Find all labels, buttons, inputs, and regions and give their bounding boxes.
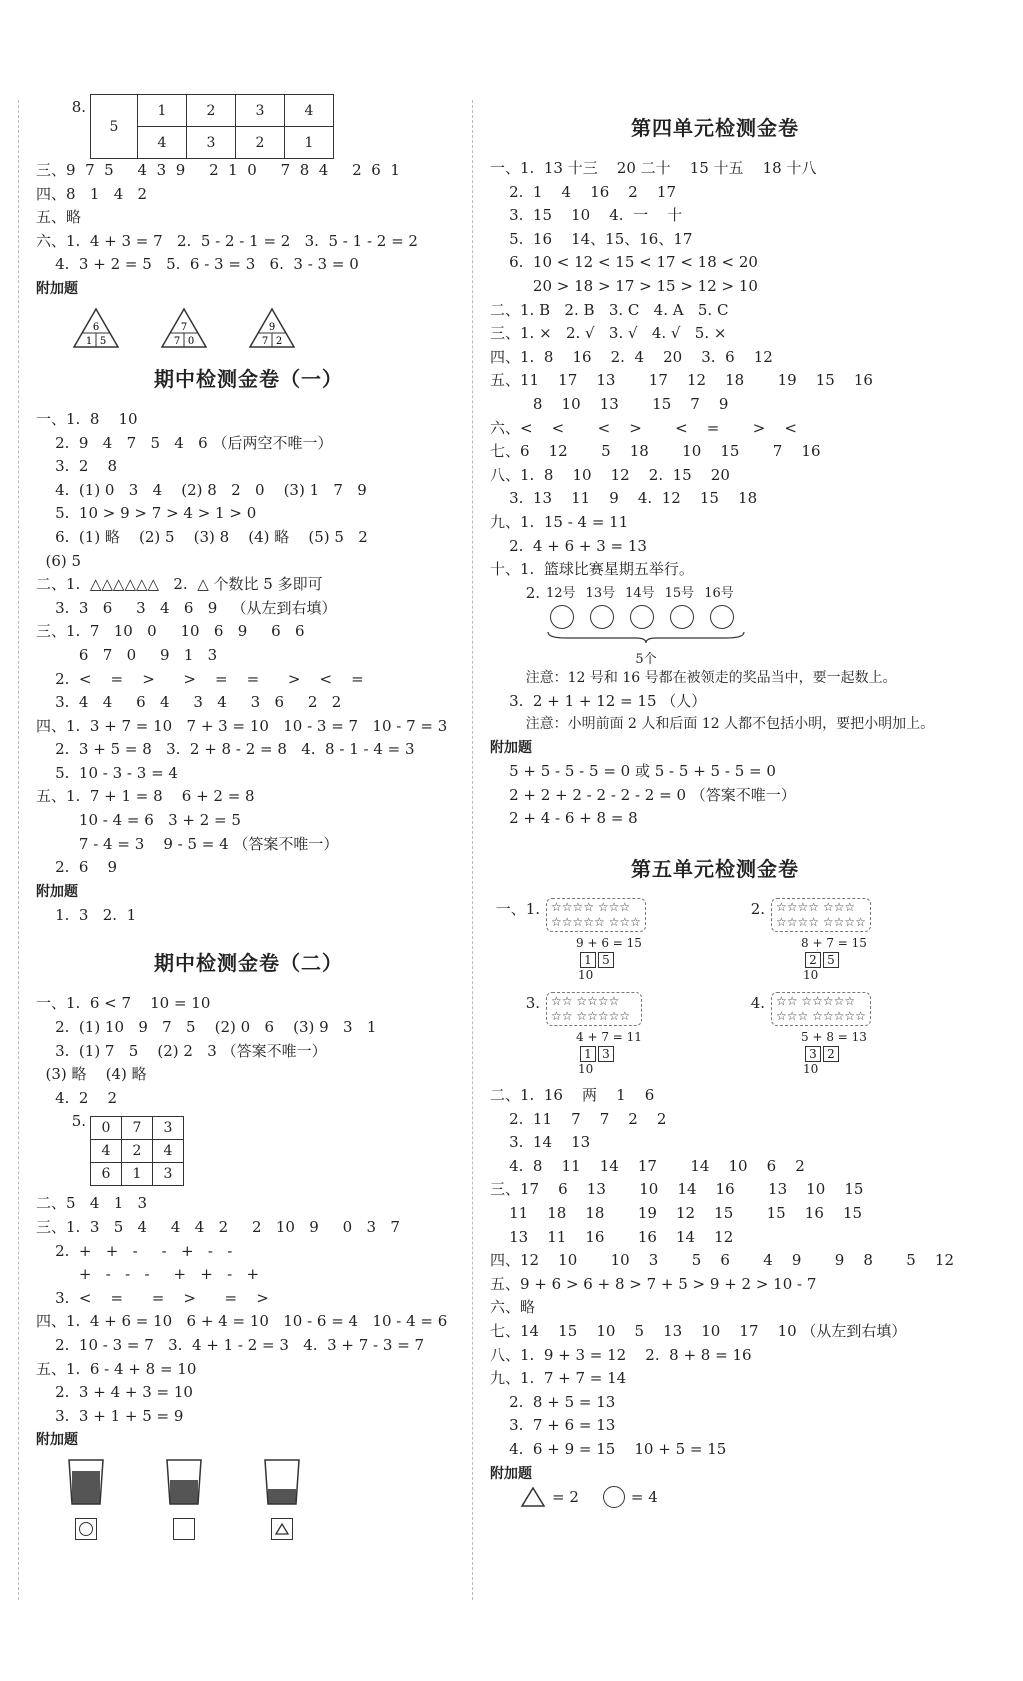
answer-line: 13 11 16 16 14 12 [490,1227,734,1246]
answer-line: 五、9 + 6 > 6 + 8 > 7 + 5 > 9 + 2 > 10 - 7 [490,1274,817,1293]
cup-answer [262,1456,302,1540]
mid1-answers [36,408,461,880]
q8-cell: 3 [187,127,236,159]
left-column [36,96,461,1540]
answer-line: 4. 3 + 2 = 5 5. 6 - 3 = 3 6. 3 - 3 = 0 [36,255,359,274]
note-text: 注意：12 号和 16 号都在被领走的奖品当中，要一起数上。 [490,669,897,686]
ten-label: 10 [803,1062,819,1077]
extra-heading: 附加题 [36,883,78,900]
answer-line: 三、9 7 5 4 3 9 2 1 0 7 8 4 2 6 1 [36,161,400,179]
answer-line: 一、1. 13 十三 20 二十 15 十五 18 十八 [490,159,817,177]
split-box: 2 [823,1046,839,1062]
q8-table [90,94,334,159]
answer-line: 3. 2 + 1 + 12 = 15 （人） [490,691,707,710]
q8-cell: 4 [285,95,334,127]
answer-line: 九、1. 7 + 7 = 14 [490,1369,627,1388]
split-box: 3 [598,1046,614,1062]
star-group [771,898,871,932]
answer-line: 2. 6 9 [36,858,118,877]
triangle-top: 6 [92,321,100,333]
extra-heading: 附加题 [490,1465,532,1482]
extra-heading: 附加题 [36,280,78,297]
equation: 5 + 8 = 13 [801,1030,867,1045]
answer-line: 2. 8 + 5 = 13 [490,1392,616,1411]
triangle-in-square-icon [271,1518,293,1540]
q5-cell: 3 [153,1117,184,1140]
triangle-value: = 2 [552,1487,579,1506]
star-problem [715,992,940,1076]
answer-line: 五、略 [36,208,82,227]
answer-line: 七、14 15 10 5 13 10 17 10 （从左到右填） [490,1322,907,1340]
star-row: ☆☆☆☆ ☆☆☆☆ [776,915,866,930]
q8-cell: 3 [236,95,285,127]
water-fill [72,1471,100,1504]
star-row: ☆☆ ☆☆☆☆☆ [551,1009,631,1024]
answer-line: 二、1. 16 两 1 6 [490,1086,655,1105]
q5-cell: 4 [91,1140,122,1163]
number-triangles [72,307,461,349]
answer-line: 3. 15 10 4. 一 十 [490,206,683,225]
answer-line: 十、1. 篮球比赛星期五举行。 [490,560,694,579]
split-box: 1 [580,952,596,968]
answer-line: 3. 3 6 3 4 6 9 （从左到右填） [36,598,337,617]
answer-line: 8 10 13 15 7 9 [490,394,729,413]
answer-line: 三、1. 3 5 4 4 4 2 2 10 9 0 3 7 [36,1218,400,1236]
number-triangle [248,307,296,349]
q5-cell: 4 [153,1140,184,1163]
q5-cell: 3 [153,1163,184,1186]
answer-line: 二、5 4 1 3 [36,1194,148,1213]
answer-line: 六、1. 4 + 3 = 7 2. 5 - 2 - 1 = 2 3. 5 - 1 - 2 = 2 [36,231,418,250]
answer-line: 2 + 2 + 2 - 2 - 2 - 2 = 0 （答案不唯一） [490,785,796,804]
answer-line: 7 - 4 = 3 9 - 5 = 4 （答案不唯一） [36,834,339,853]
answer-line: 2. 1 4 16 2 17 [490,182,677,201]
problem-number: 3. [525,994,540,1013]
answer-line: 二、1. B 2. B 3. C 4. A 5. C [490,300,729,319]
q8-label: 8. [71,98,86,116]
circle-icon [630,605,654,629]
answer-line: 四、1. 8 16 2. 4 20 3. 6 12 [490,347,773,366]
answer-line: 2 + 4 - 6 + 8 = 8 [490,809,638,828]
star-problems [490,898,940,1076]
answer-line: 五、1. 7 + 1 = 8 6 + 2 = 8 [36,787,255,806]
answer-line: 6. 10 < 12 < 15 < 17 < 18 < 20 [490,253,758,272]
split-boxes [805,952,871,968]
split-box: 1 [580,1046,596,1062]
water-fill [268,1489,296,1504]
circle-icon [590,605,614,629]
split-boxes [580,952,646,968]
star-problem [490,992,715,1076]
triangle-right: 5 [99,335,107,347]
answer-line: 3. 14 13 [490,1133,591,1152]
split-box: 3 [805,1046,821,1062]
answer-line: 20 > 18 > 17 > 15 > 12 > 10 [490,276,758,295]
note-text: 注意：小明前面 2 人和后面 12 人都不包括小明，要把小明加上。 [490,716,935,733]
answer-line: 2. < = > > = = > < = [36,669,364,688]
star-row: ☆☆ ☆☆☆☆☆ [776,994,856,1009]
answer-line: 3. 4 4 6 4 3 4 3 6 2 2 [36,693,342,712]
q8-cell: 2 [236,127,285,159]
extra-heading: 附加题 [490,740,532,757]
star-row: ☆☆ ☆☆☆☆ [551,994,620,1009]
answer-line: 五、1. 6 - 4 + 8 = 10 [36,1359,197,1378]
q8-cell: 1 [138,95,187,127]
brace-icon [546,630,746,644]
answer-line: 六、< < < > < = > < [490,418,797,437]
cup-icon [66,1456,106,1508]
equation: 4 + 7 = 11 [576,1030,642,1045]
answer-line: 四、8 1 4 2 [36,184,148,203]
answer-line: 三、1. × 2. √ 3. √ 4. √ 5. × [490,324,727,343]
number-triangle [72,307,120,349]
ten-label: 10 [578,1062,594,1077]
q5-cell: 6 [91,1163,122,1186]
day-label: 13号 [585,585,616,601]
number-triangle [160,307,208,349]
answer-line: 2. 9 4 7 5 4 6 （后两空不唯一） [36,433,333,452]
circle-icon [710,605,734,629]
answer-line: + - - - + + - + [36,1265,260,1284]
right-column [490,96,955,1508]
star-group [771,992,871,1026]
answer-line: 6 7 0 9 1 3 [36,645,218,664]
answer-line: 七、6 12 5 18 10 15 7 16 [490,442,821,461]
answer-line: 三、17 6 13 10 14 16 13 10 15 [490,1180,864,1199]
answer-line: 2. (1) 10 9 7 5 (2) 0 6 (3) 9 3 1 [36,1018,377,1037]
q8-cell: 2 [187,95,236,127]
mid2-answers-a [36,992,461,1110]
star-row: ☆☆☆☆☆ ☆☆☆ [551,915,641,930]
triangle-left: 7 [173,335,181,347]
answer-line: 2. 10 - 3 = 7 3. 4 + 1 - 2 = 3 4. 3 + 7 - 3 = 7 [36,1335,425,1354]
q10-2-label: 2. [525,583,540,602]
answer-line: 八、1. 8 10 12 2. 15 20 [490,465,730,484]
ten-label: 10 [803,968,819,983]
mid2-answers-b [36,1192,461,1428]
q10-2-block [490,582,940,667]
triangle-left: 1 [85,335,93,347]
split-box: 2 [805,952,821,968]
circle-in-square-icon [75,1518,97,1540]
q5-cell: 2 [122,1140,153,1163]
answer-line: 5. 10 > 9 > 7 > 4 > 1 > 0 [36,504,257,523]
answer-line: (3) 略 (4) 略 [36,1065,147,1084]
days-diagram [546,582,746,667]
circle-icon [670,605,694,629]
answer-line: 3. 13 11 9 4. 12 15 18 [490,489,758,508]
triangle-icon [520,1486,546,1508]
answer-line: 2. 11 7 7 2 2 [490,1109,667,1128]
answer-line: 11 18 18 19 12 15 15 16 15 [490,1204,863,1223]
answer-line: 一、1. 8 10 [36,409,138,428]
split-box: 5 [598,952,614,968]
answer-line: 4. (1) 0 3 4 (2) 8 2 0 (3) 1 7 9 [36,480,367,499]
q5-cell: 0 [91,1117,122,1140]
q5-table [90,1116,184,1186]
answer-line: 九、1. 15 - 4 = 11 [490,512,629,531]
answer-line: 2. 3 + 4 + 3 = 10 [36,1383,193,1402]
star-problem [490,898,715,982]
answer-line: 3. 3 + 1 + 5 = 9 [36,1406,184,1425]
answer-line: 三、1. 7 10 0 10 6 9 6 6 [36,622,305,641]
middle-dashed-rule [472,100,474,1600]
problem-number: 4. [750,994,765,1013]
answer-line: 四、12 10 10 3 5 6 4 9 9 8 5 12 [490,1251,955,1270]
triangle-right: 0 [187,335,195,347]
q5-cell: 1 [122,1163,153,1186]
section-title: 第四单元检测金卷 [631,116,799,140]
answer-line: 1. 3 2. 1 [36,905,137,924]
unit4-answers [490,157,940,582]
q8-cell: 4 [138,127,187,159]
star-problem [715,898,940,982]
section-title: 期中检测金卷（一） [154,366,343,391]
split-box: 5 [823,952,839,968]
answer-line: 4. 8 11 14 17 14 10 6 2 [490,1156,805,1175]
answer-line: 五、11 17 13 17 12 18 19 15 16 [490,371,873,390]
star-row: ☆☆☆☆ ☆☆☆ [776,900,856,915]
answer-line: 3. 2 8 [36,457,118,476]
cup-icon [164,1456,204,1508]
answer-line: 3. 7 + 6 = 13 [490,1416,616,1435]
star-row: ☆☆☆☆ ☆☆☆ [551,900,631,915]
answer-line: 3. (1) 7 5 (2) 2 3 （答案不唯一） [36,1041,327,1060]
water-fill [170,1480,198,1504]
square-icon [173,1518,195,1540]
answer-line: 2. + + - - + - - [36,1241,233,1260]
answer-line: 四、1. 4 + 6 = 10 6 + 4 = 10 10 - 6 = 4 10 - 4 = 6 [36,1312,448,1331]
unit4-extra [490,760,940,831]
left-dashed-rule [18,100,20,1600]
triangle-left: 7 [261,335,269,347]
q5-block [36,1110,461,1186]
answer-line: 10 - 4 = 6 3 + 2 = 5 [36,811,241,830]
cup-icon [262,1456,302,1508]
q8-cell: 1 [285,127,334,159]
section-title: 期中检测金卷（二） [154,951,343,976]
q8-block [36,96,461,159]
extra-heading: 附加题 [36,1432,78,1449]
answer-line: 3. < = = > = > [36,1288,269,1307]
day-label: 15号 [664,585,695,601]
problem-number: 2. [750,900,765,919]
answer-line: 二、1. △△△△△△ 2. △ 个数比 5 多即可 [36,575,323,594]
section-title: 第五单元检测金卷 [631,857,799,882]
problem-number: 一、1. [495,900,540,919]
ten-label: 10 [578,968,594,983]
count-label: 5个 [635,651,657,667]
triangle-top: 7 [180,321,188,333]
q5-label: 5. [71,1112,86,1131]
cup-answer [66,1456,106,1540]
circle-icon [603,1486,625,1508]
day-label: 16号 [704,585,734,601]
split-boxes [580,1046,642,1062]
answer-line: 四、1. 3 + 7 = 10 7 + 3 = 10 10 - 3 = 7 10 - 7 = 3 [36,716,448,735]
triangle-right: 2 [275,335,283,347]
answer-line: 4. 2 2 [36,1088,118,1107]
answer-line: (6) 5 [36,551,82,570]
triangle-top: 9 [268,321,276,333]
circle-value: = 4 [630,1487,658,1506]
day-label: 14号 [625,585,655,601]
answer-line: 一、1. 6 < 7 10 = 10 [36,994,211,1013]
answer-line: 2. 4 + 6 + 3 = 13 [490,536,647,555]
equation: 9 + 6 = 15 [576,936,642,951]
q8-left-cell: 5 [91,95,138,159]
answer-line: 5. 16 14、15、16、17 [490,229,693,248]
unit5-answers [490,1084,955,1462]
cup-answers [66,1456,461,1540]
answer-line: 5 + 5 - 5 - 5 = 0 或 5 - 5 + 5 - 5 = 0 [490,762,776,781]
star-group [546,898,646,932]
q5-cell: 7 [122,1117,153,1140]
answer-line: 2. 3 + 5 = 8 3. 2 + 8 - 2 = 8 4. 8 - 1 - 4 = 3 [36,740,415,759]
star-row: ☆☆☆ ☆☆☆☆☆ [776,1009,866,1024]
answer-line: 八、1. 9 + 3 = 12 2. 8 + 8 = 16 [490,1345,752,1364]
star-group [546,992,642,1026]
day-label: 12号 [546,585,576,601]
equation: 8 + 7 = 15 [801,936,867,951]
u5-extra-row [520,1486,940,1508]
circle-icon [550,605,574,629]
answer-line: 5. 10 - 3 - 3 = 4 [36,763,178,782]
answer-line: 六、略 [490,1298,536,1317]
split-boxes [805,1046,871,1062]
cup-answer [164,1456,204,1540]
answer-line: 6. (1) 略 (2) 5 (3) 8 (4) 略 (5) 5 2 [36,527,368,546]
answer-line: 4. 6 + 9 = 15 10 + 5 = 15 [490,1439,727,1458]
